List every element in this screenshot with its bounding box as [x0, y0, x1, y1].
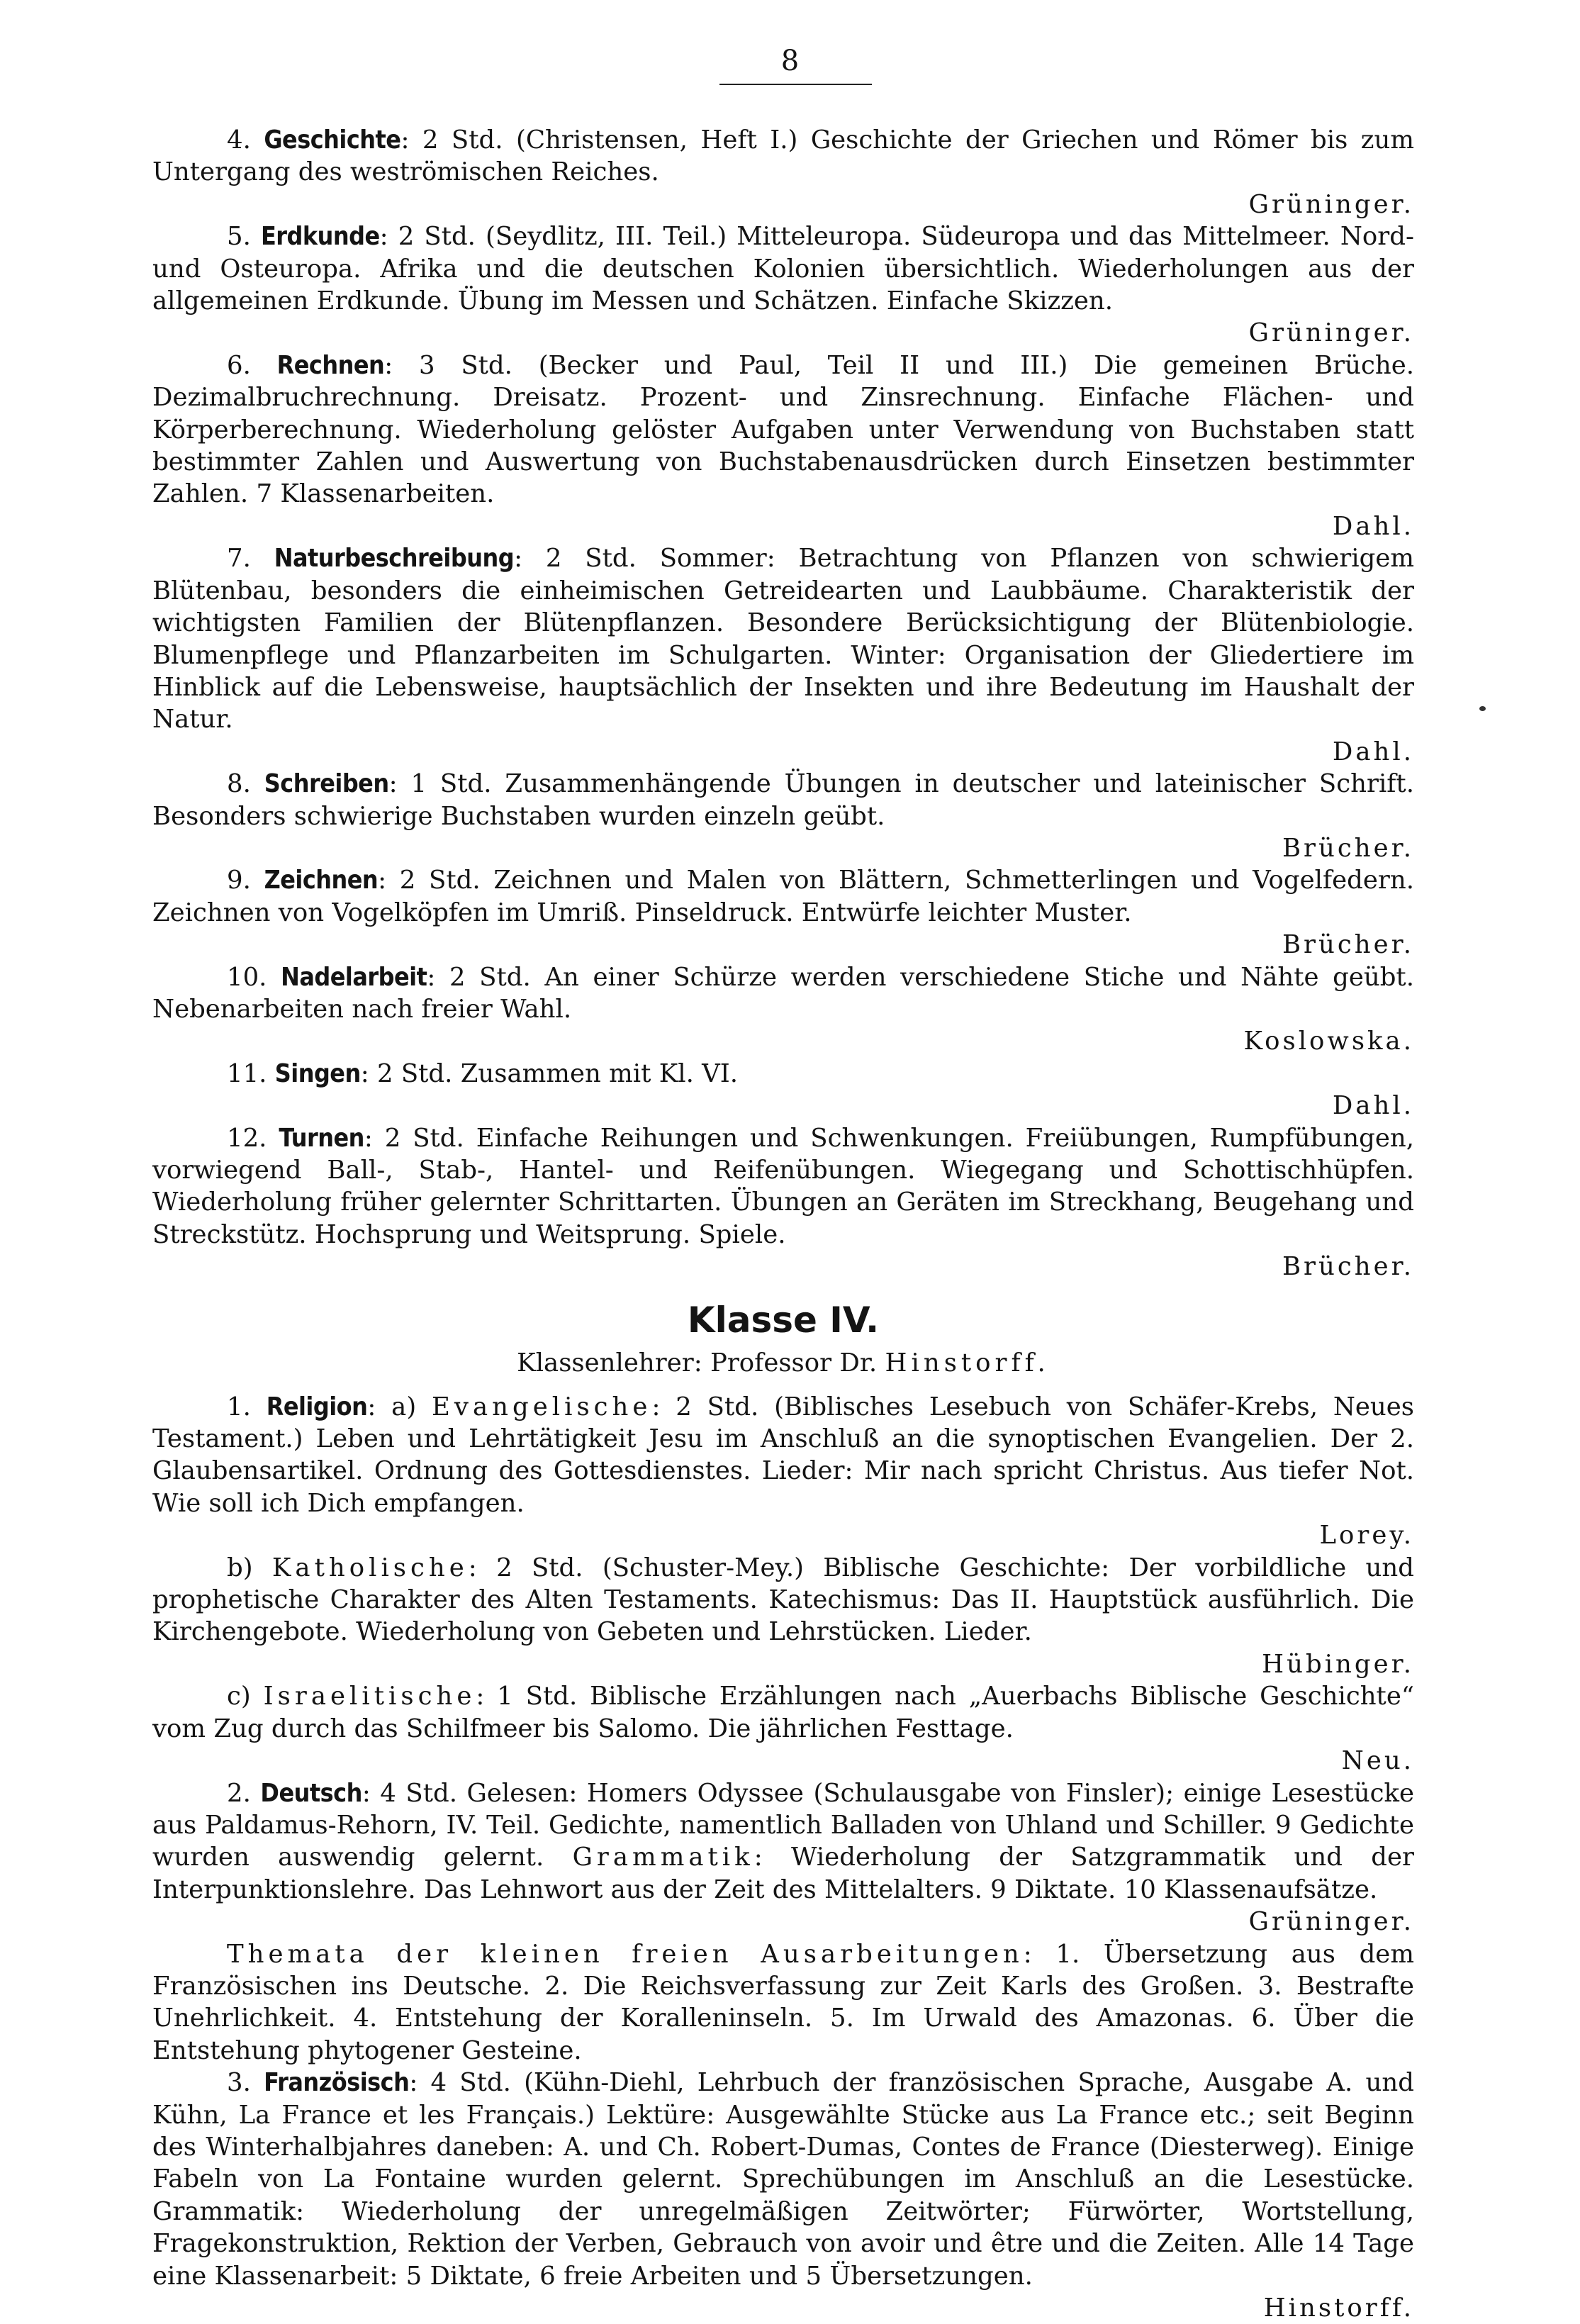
page-number-rule [719, 84, 872, 85]
subject-heading: Turnen [279, 1123, 364, 1153]
teacher-line [152, 1025, 1414, 1057]
entry-number: 1. [227, 1392, 251, 1421]
entry-naturbeschreibung [152, 542, 1414, 735]
entry-number: 7. [227, 544, 251, 574]
subject-heading: Singen [274, 1058, 361, 1088]
entry-text: : 2 Std. (Schuster-Mey.) Biblische Geschichte: Der vorbildliche und prophetische Charakter des Alten Testaments. Katechismus: Das II. Hauptstück ausführlich. Die Kirchengebote. Wiederholung von Gebeten und Lehrstücken. Lieder. [152, 1553, 1414, 1647]
entry-text: : 2 Std. (Seydlitz, III. Teil.) Mitteleuropa. Südeuropa und das Mittelmeer. Nord- und Osteuropa. Afrika und die deutschen Kolonien übersichtlich. Wiederholungen aus der allgemeinen Erdkunde. Übung im Messen und Schätzen. Einfache Skizzen. [152, 222, 1414, 316]
entry-text: : 4 Std. (Kühn-Diehl, Lehrbuch der französischen Sprache, Ausgabe A. und Kühn, La France et les Français.) Lektüre: Ausgewählte Stücke aus La France etc.; seit Beginn des Winterhalbjahres daneben: A. und Ch. Robert-Dumas, Contes de France (Diesterweg). Einige Fabeln von La Fontaine wurden gelernt. Sprechübungen im Anschluß an die Lesestücke. Grammatik: Wiederholung der unregelmäßigen Zeitwörter; Fürwörter, Wortstellung, Fragekonstruktion, Rektion der Verben, Gebrauch von avoir und être und die Zeiten. Alle 14 Tage eine Klassenarbeit: 5 Diktate, 6 freie Arbeiten und 5 Übersetzungen. [152, 2068, 1414, 2291]
document-body [152, 124, 1414, 2324]
entry-number: 4. [227, 125, 251, 155]
page-number: 8 [780, 45, 800, 77]
entry-text: : Wiederholung der Satzgrammatik und der Interpunktionslehre. Das Lehnwort aus der Zeit des Mittelalters. 9 Diktate. 10 Klassenaufsätze. [152, 1843, 1414, 1904]
subject-heading: Zeichnen [264, 866, 379, 895]
entry-franzoesisch [152, 2067, 1414, 2292]
subject-heading: Französisch [264, 2068, 410, 2098]
entry-number: 5. [227, 222, 251, 252]
class-teacher-name: Hinstorff. [885, 1348, 1050, 1378]
entry-text: : 1. Übersetzung aus dem Französischen ins Deutsche. 2. Die Reichsverfassung zur Zeit Karls des Großen. 3. Bestrafte Unehrlichkeit. 4. Entstehung der Koralleninseln. 5. Im Urwald des Amazonas. 6. Über die Entstehung phytogener Gesteine. [152, 1939, 1414, 2065]
entry-number: 8. [227, 769, 251, 799]
subject-heading: Nadelarbeit [281, 962, 427, 992]
section-heading: Klasse IV. [687, 1299, 880, 1341]
teacher-name: Hinstorff. [1263, 2294, 1414, 2323]
teacher-line [152, 2292, 1414, 2324]
teacher-name: Lorey. [1319, 1521, 1414, 1551]
teacher-name: Grüninger. [1248, 189, 1414, 219]
entry-schreiben [152, 768, 1414, 832]
teacher-line [152, 1251, 1414, 1283]
sub-marker: c) [227, 1682, 264, 1711]
entry-religion-israelitisch [152, 1680, 1414, 1745]
subject-heading: Geschichte [264, 125, 401, 155]
print-speck [1479, 706, 1486, 711]
teacher-line [152, 1745, 1414, 1777]
teacher-name: Koslowska. [1243, 1027, 1414, 1056]
teacher-name: Grüninger. [1248, 1907, 1414, 1937]
class-teacher-line [152, 1346, 1414, 1381]
denomination-label: Evangelische [432, 1392, 652, 1421]
teacher-line [152, 510, 1414, 542]
subject-heading: Religion [266, 1392, 368, 1421]
entry-religion-evangelisch [152, 1391, 1414, 1520]
entry-geschichte [152, 124, 1414, 189]
teacher-name: Grüninger. [1248, 318, 1414, 348]
entry-text: : 2 Std. An einer Schürze werden verschiedene Stiche und Nähte geübt. Nebenarbeiten nach freier Wahl. [152, 962, 1414, 1024]
class-teacher-title: Professor Dr. [710, 1348, 878, 1378]
sub-marker: : a) [367, 1392, 432, 1421]
teacher-name: Brücher. [1282, 1252, 1414, 1282]
sub-marker: b) [227, 1553, 272, 1582]
entry-text: : 1 Std. Zusammenhängende Übungen in deutscher und lateinischer Schrift. Besonders schwierige Buchstaben wurden einzeln geübt. [152, 769, 1414, 831]
teacher-name: Brücher. [1282, 833, 1414, 863]
subject-heading: Naturbeschreibung [274, 544, 515, 574]
subject-heading: Deutsch [260, 1778, 362, 1808]
teacher-line [152, 929, 1414, 961]
entry-text: : 2 Std. Zeichnen und Malen von Blättern, Schmetterlingen und Vogelfedern. Zeichnen von Vogelköpfen im Umriß. Pinseldruck. Entwürfe leichter Muster. [152, 866, 1414, 927]
teacher-name: Brücher. [1282, 930, 1414, 960]
entry-number: 12. [227, 1123, 267, 1153]
entry-themata [152, 1938, 1414, 2067]
entry-erdkunde [152, 220, 1414, 317]
teacher-line [152, 1090, 1414, 1122]
entry-zeichnen [152, 864, 1414, 929]
denomination-label: Israelitische [263, 1682, 476, 1711]
teacher-name: Dahl. [1332, 737, 1414, 766]
teacher-line [152, 189, 1414, 220]
themata-label: Themata der kleinen freien Ausarbeitungen [227, 1939, 1024, 1969]
class-teacher-label: Klassenlehrer: [517, 1348, 702, 1378]
teacher-name: Dahl. [1332, 511, 1414, 541]
entry-rechnen [152, 350, 1414, 510]
subject-heading: Rechnen [276, 350, 385, 380]
entry-text: : 2 Std. (Christensen, Heft I.) Geschichte der Griechen und Römer bis zum Untergang des weströmischen Reiches. [152, 125, 1414, 187]
entry-nadelarbeit [152, 961, 1414, 1026]
entry-turnen [152, 1122, 1414, 1251]
denomination-label: Katholische [271, 1553, 469, 1582]
entry-text: : 1 Std. Biblische Erzählungen nach „Auerbachs Biblische Geschichte“ vom Zug durch das Schilfmeer bis Salomo. Die jährlichen Festtage. [152, 1682, 1414, 1743]
teacher-line [152, 832, 1414, 864]
entry-text: : 4 Std. Gelesen: Homers Odyssee (Schulausgabe von Finsler); einige Lesestücke aus Paldamus-Rehorn, IV. Teil. Gedichte, namentlich Balladen von Uhland und Schiller. 9 Gedichte wurden auswendig gelernt. [152, 1778, 1414, 1872]
teacher-line [152, 1519, 1414, 1551]
entry-religion-katholisch [152, 1552, 1414, 1648]
entry-text: : 2 Std. (Biblisches Lesebuch von Schäfer-Krebs, Neues Testament.) Leben und Lehrtätigkeit Jesu im Anschluß an die synoptischen Evangelien. Der 2. Glaubensartikel. Ordnung des Gottesdienstes. Lieder: Mir nach spricht Christus. Aus tiefer Not. Wie soll ich Dich empfangen. [152, 1392, 1415, 1518]
teacher-line [152, 317, 1414, 349]
entry-number: 10. [227, 962, 267, 992]
entry-text: : 2 Std. Sommer: Betrachtung von Pflanzen von schwierigem Blütenbau, besonders die einheimischen Getreidearten und Laubbäume. Charakteristik der wichtigsten Familien der Blütenpflanzen. Besondere Berücksichtigung der Blütenbiologie. Blumenpflege und Pflanzarbeiten im Schulgarten. Winter: Organisation der Gliedertiere im Hinblick auf die Lebensweise, hauptsächlich der Insekten und ihre Bedeutung im Haushalt der Natur. [152, 544, 1414, 734]
teacher-line [152, 736, 1414, 768]
subject-heading: Schreiben [264, 769, 389, 799]
grammar-label: Grammatik [572, 1843, 754, 1872]
teacher-line [152, 1906, 1414, 1938]
entry-number: 9. [227, 866, 251, 895]
teacher-name: Neu. [1341, 1746, 1414, 1776]
entry-number: 11. [227, 1058, 267, 1088]
entry-number: 3. [227, 2068, 251, 2098]
teacher-line [152, 1648, 1414, 1680]
teacher-name: Hübinger. [1262, 1649, 1414, 1679]
entry-deutsch [152, 1777, 1414, 1906]
entry-text: : 2 Std. Einfache Reihungen und Schwenkungen. Freiübungen, Rumpfübungen, vorwiegend Ball-, Stab-, Hantel- und Reifenübungen. Wiegegang und Schottischhüpfen. Wiederholung früher gelernter Schrittarten. Übungen an Geräten im Streckhang, Beugehang und Streckstütz. Hochsprung und Weitsprung. Spiele. [152, 1123, 1414, 1249]
entry-text: : 2 Std. Zusammen mit Kl. VI. [360, 1058, 739, 1088]
entry-singen [152, 1058, 1414, 1090]
subject-heading: Erdkunde [260, 222, 380, 252]
entry-number: 2. [227, 1778, 251, 1808]
teacher-name: Dahl. [1332, 1091, 1414, 1121]
entry-number: 6. [227, 350, 251, 380]
entry-text: : 3 Std. (Becker und Paul, Teil II und III.) Die gemeinen Brüche. Dezimalbruchrechnung. Dreisatz. Prozent- und Zinsrechnung. Einfache Flächen- und Körperberechnung. Wiederholung gelöster Aufgaben unter Verwendung von Buchstaben statt bestimmter Zahlen und Auswertung von Buchstabenausdrücken durch Einsetzen bestimmter Zahlen. 7 Klassenarbeiten. [152, 350, 1414, 509]
